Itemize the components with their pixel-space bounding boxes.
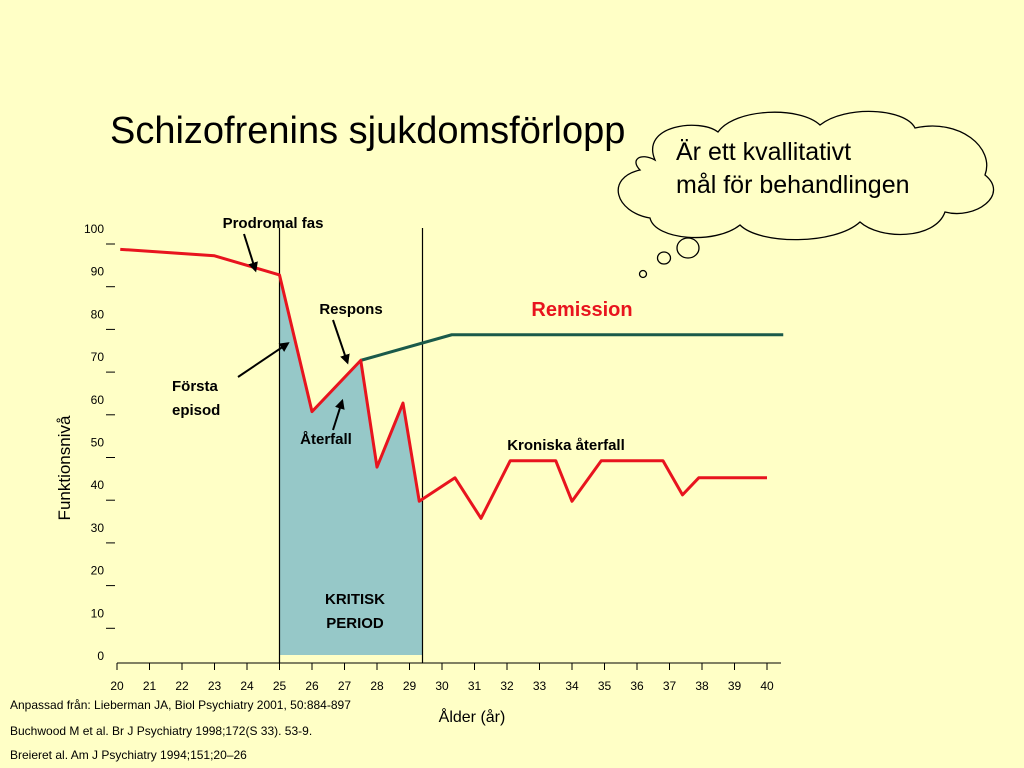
y-tick-label: 50	[90, 435, 104, 450]
x-tick-label: 21	[142, 679, 157, 693]
y-tick-label: 40	[90, 478, 104, 493]
annotation-kroniska: Kroniska återfall	[507, 437, 625, 454]
arrow-respons	[333, 320, 348, 363]
thought-bubble-dot-medium	[658, 252, 671, 264]
annotation-prodromal: Prodromal fas	[222, 215, 324, 232]
x-tick-label: 33	[532, 679, 547, 693]
x-tick-label: 37	[662, 679, 677, 693]
x-tick-label: 38	[695, 679, 709, 693]
remission-line	[361, 335, 784, 361]
annotation-remission: Remission	[531, 299, 633, 321]
x-tick-label: 29	[402, 679, 417, 693]
x-axis-title: Ålder (år)	[438, 709, 506, 726]
thought-bubble-line-1: Är ett kvallitativt	[676, 138, 852, 166]
reference-3: Breieret al. Am J Psychiatry 1994;151;20–26	[10, 748, 247, 762]
x-tick-label: 32	[500, 679, 514, 693]
x-tick-label: 20	[110, 679, 124, 693]
annotation-respons: Respons	[319, 301, 383, 318]
thought-bubble-dot-large	[677, 238, 699, 258]
y-tick-label: 0	[97, 649, 104, 663]
x-tick-label: 27	[337, 679, 352, 693]
x-tick-label: 35	[597, 679, 612, 693]
reference-2: Buchwood M et al. Br J Psychiatry 1998;172(S 33). 53-9.	[10, 724, 313, 738]
x-tick-label: 31	[467, 679, 482, 693]
x-tick-label: 23	[207, 679, 222, 693]
thought-bubble-dot-small	[640, 271, 647, 278]
annotation-forsta-1: Första	[172, 378, 218, 395]
y-tick-label: 80	[90, 307, 104, 322]
x-tick-label: 34	[565, 679, 579, 693]
x-tick-label: 28	[370, 679, 384, 693]
y-tick-label: 100	[83, 222, 104, 236]
y-tick-label: 70	[90, 350, 104, 365]
x-tick-label: 24	[240, 679, 254, 693]
annotation-aterfall: Återfall	[300, 431, 352, 448]
x-tick-label: 39	[727, 679, 742, 693]
thought-bubble-line-2: mål för behandlingen	[676, 171, 910, 199]
x-tick-label: 25	[272, 679, 287, 693]
x-tick-label: 26	[305, 679, 319, 693]
x-tick-label: 22	[175, 679, 189, 693]
x-tick-label: 30	[435, 679, 449, 693]
annotation-forsta-2: episod	[172, 402, 221, 419]
y-axis-title: Funktionsnivå	[55, 415, 74, 521]
x-tick-label: 36	[630, 679, 644, 693]
thought-bubble-text	[676, 136, 910, 202]
reference-1: Anpassad från: Lieberman JA, Biol Psychiatry 2001, 50:884-897	[10, 698, 351, 712]
y-tick-label: 10	[90, 606, 104, 621]
x-tick-label: 40	[760, 679, 774, 693]
y-tick-label: 60	[90, 392, 104, 407]
critical-period-label-1: KRITISK	[325, 591, 385, 608]
critical-period-label-2: PERIOD	[326, 615, 384, 632]
y-tick-label: 20	[90, 563, 104, 578]
y-tick-label: 30	[90, 520, 104, 535]
y-tick-label: 90	[90, 264, 104, 279]
slide-title: Schizofrenins sjukdomsförlopp	[110, 110, 626, 152]
